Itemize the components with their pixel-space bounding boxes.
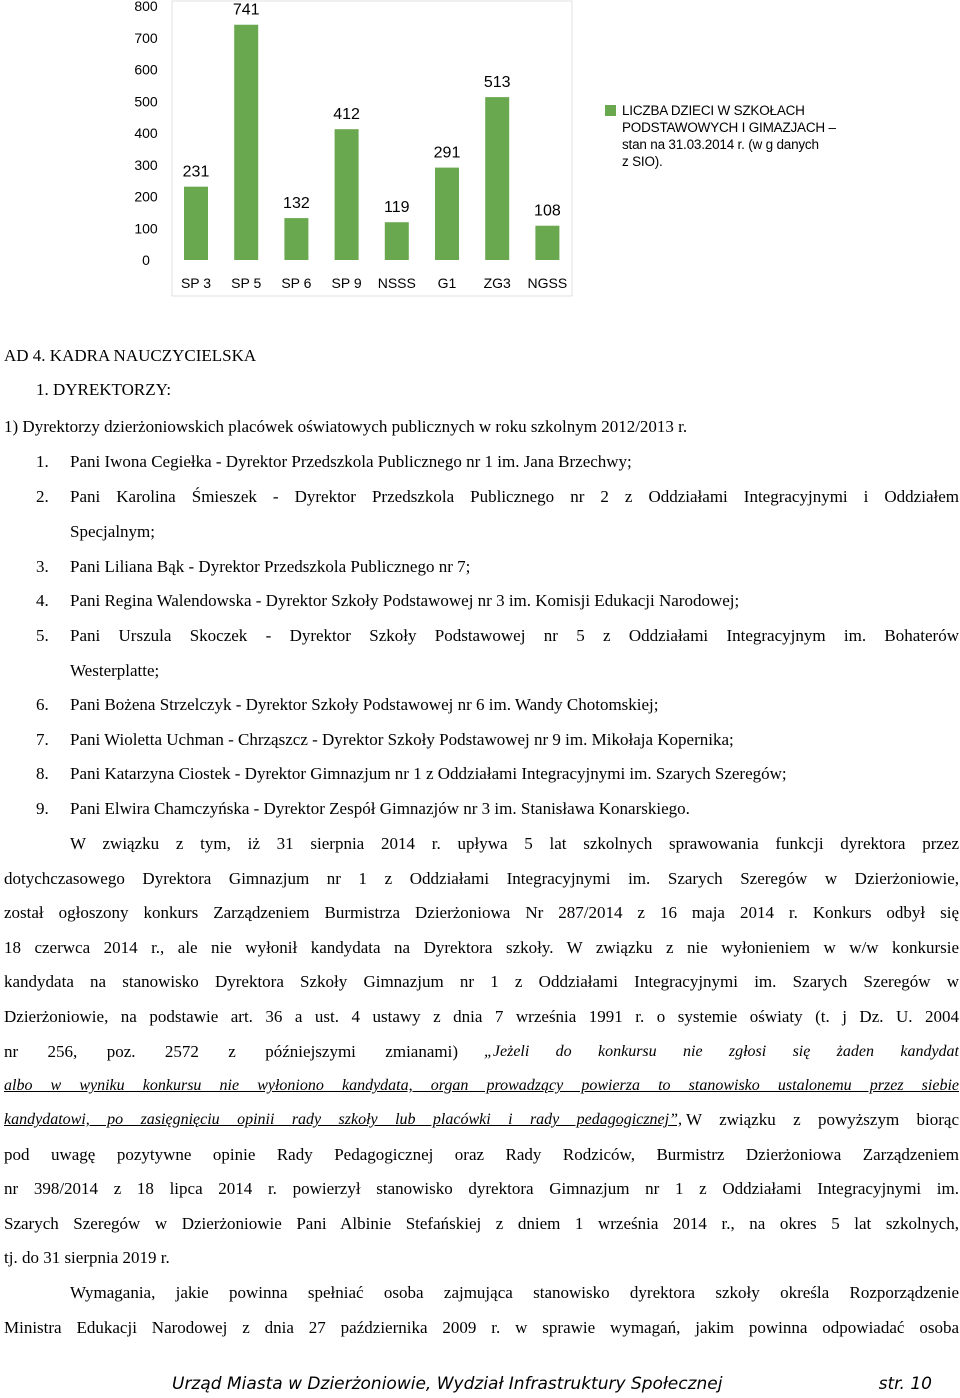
list-text: Pani Iwona Cegiełka - Dyrektor Przedszkola Publicznego nr 1 im. Jana Brzechwy; (70, 452, 632, 471)
list-number: 2. (36, 487, 49, 506)
y-tick-label: 0 (142, 252, 150, 268)
list-text: Pani Katarzyna Ciostek - Dyrektor Gimnazjum nr 1 z Oddziałami Integracyjnymi im. Szarych Szeregów; (70, 764, 787, 783)
y-tick-label: 500 (134, 93, 158, 110)
y-tick-label: 700 (134, 29, 158, 46)
data-label: 513 (483, 74, 511, 92)
data-label: 741 (232, 1, 260, 19)
paragraph-line: Dzierżoniowie, na podstawie art. 36 a ust. 4 ustawy z dnia 7 września 1991 r. o systemie oświaty (t. j Dz. U. 2004 (4, 1007, 959, 1026)
data-label: 412 (333, 106, 360, 124)
list-number: 8. (36, 764, 49, 783)
list-text: Westerplatte; (70, 661, 160, 680)
subheading-directors: 1. DYREKTORZY: (36, 380, 172, 399)
data-label: 108 (534, 202, 561, 220)
list-number: 4. (36, 591, 49, 610)
list-text: Pani Karolina Śmieszek - Dyrektor Przedszkola Publicznego nr 2 z Oddziałami Integracyjnymi i Oddziałem (70, 487, 959, 506)
list-text: Pani Urszula Skoczek - Dyrektor Szkoły Podstawowej nr 5 z Oddziałami Integracyjnym im. Bohaterów (70, 626, 959, 645)
x-tick-label: ZG3 (483, 275, 511, 291)
data-label: 119 (384, 199, 410, 217)
paragraph-line: został ogłoszony konkurs Zarządzeniem Burmistrza Dzierżoniowa Nr 287/2014 z 16 maja 2014 r. Konkurs odbył się (4, 903, 959, 922)
x-tick-label: SP 6 (281, 275, 312, 291)
list-text: Pani Liliana Bąk - Dyrektor Przedszkola Publicznego nr 7; (70, 557, 471, 576)
x-tick-label: SP 3 (180, 275, 212, 291)
list-number: 5. (36, 626, 49, 645)
bar (535, 226, 559, 260)
paragraph-line: Wymagania, jakie powinna spełniać osoba zajmująca stanowisko dyrektora szkoły określa Rozporządzenie (70, 1283, 959, 1302)
quote-text: „Jeżeli do konkursu nie zgłosi się żaden kandydat (484, 1043, 959, 1060)
page-number: str. 10 (878, 1374, 932, 1394)
data-label: 231 (182, 163, 210, 181)
page-footer (172, 1373, 932, 1395)
y-tick-label: 100 (134, 220, 158, 237)
x-tick-label: NGSS (527, 275, 568, 291)
legend-swatch (605, 105, 616, 116)
x-tick-label: NSSS (377, 275, 416, 291)
x-tick-label: SP 9 (331, 275, 362, 291)
list-text: Specjalnym; (70, 522, 155, 541)
paragraph-line: pod uwagę pozytywne opinie Rady Pedagogicznej oraz Rady Rodziców, Burmistrz Dzierżoniowa Zarządzeniem (4, 1145, 959, 1164)
plot-area (172, 1, 572, 296)
y-tick-label: 200 (134, 188, 158, 205)
paragraph-line: nr 398/2014 z 18 lipca 2014 r. powierzył stanowisko dyrektora Gimnazjum nr 1 z Oddziałami Integracyjnymi im. (4, 1179, 959, 1198)
y-tick-label: 400 (134, 125, 158, 141)
intro-line: 1) Dyrektorzy dzierżoniowskich placówek oświatowych publicznych w roku szkolnym 2012/2013 r. (4, 417, 688, 436)
footer-office: Urząd Miasta w Dzierżoniowie, Wydział Infrastruktury Społecznej (172, 1374, 723, 1394)
list-number: 7. (36, 730, 49, 749)
list-number: 6. (36, 695, 49, 714)
bar (284, 218, 308, 260)
bar-chart (0, 0, 960, 300)
list-number: 1. (36, 452, 49, 471)
bar (485, 97, 509, 260)
list-text: Pani Wioletta Uchman - Chrząszcz - Dyrektor Szkoły Podstawowej nr 9 im. Mikołaja Kopernika; (70, 730, 734, 749)
x-tick-label: G1 (437, 275, 457, 291)
paragraph-line: tj. do 31 sierpnia 2019 r. (4, 1248, 170, 1267)
paragraph-line: dotychczasowego Dyrektora Gimnazjum nr 1 z Oddziałami Integracyjnymi im. Szarych Szeregów w Dzierżoniowie, (4, 869, 959, 888)
legend-label: LICZBA DZIECI W SZKOŁACH PODSTAWOWYCH I GIMAZJACH – stan na 31.03.2014 r. (w g danych z SIO). (622, 103, 836, 169)
paragraph-line-mixed (4, 1110, 959, 1130)
list-number: 9. (36, 799, 49, 818)
paragraph-line: W związku z tym, iż 31 sierpnia 2014 r. upływa 5 lat szkolnych sprawowania funkcji dyrektora przez (70, 834, 959, 853)
paragraph-text: W związku z powyższym biorąc (686, 1110, 959, 1129)
quote-text: kandydatowi, po zasięgnięciu opinii rady szkoły lub placówki i rady pedagogicznej”, (4, 1111, 682, 1128)
paragraph-line: Szarych Szeregów w Dzierżoniowie Pani Albinie Stefańskiej z dniem 1 września 2014 r., na okres 5 lat szkolnych, (4, 1214, 959, 1233)
paragraph-text: nr 256, poz. 2572 z późniejszymi zmianami) (4, 1042, 458, 1061)
y-tick-label: 800 (134, 0, 158, 14)
data-label: 291 (433, 144, 461, 162)
y-tick-label: 300 (134, 156, 158, 173)
list-text: Pani Elwira Chamczyńska - Dyrektor Zespół Gimnazjów nr 3 im. Stanisława Konarskiego. (70, 799, 690, 818)
quote-text: albo w wyniku konkursu nie wyłoniono kandydata, organ prowadzący powierza to stanowisko ustalonemu przez siebie (4, 1077, 959, 1094)
bar (435, 168, 459, 260)
bar (234, 25, 258, 260)
paragraph-line: Ministra Edukacji Narodowej z dnia 27 października 2009 r. w sprawie wymagań, jakim powinna odpowiadać osoba (4, 1318, 959, 1337)
paragraph-line-mixed (4, 1042, 959, 1062)
list-number: 3. (36, 557, 49, 576)
bar (385, 222, 409, 260)
section-heading: AD 4. KADRA NAUCZYCIELSKA (4, 346, 257, 365)
data-label: 132 (283, 195, 310, 213)
y-tick-label: 600 (134, 61, 158, 78)
x-tick-label: SP 5 (231, 275, 262, 291)
paragraph-line: 18 czerwca 2014 r., ale nie wyłonił kandydata na Dyrektora szkoły. W związku z nie wyłonieniem w w/w konkursie (4, 938, 959, 957)
list-text: Pani Bożena Strzelczyk - Dyrektor Szkoły Podstawowej nr 6 im. Wandy Chotomskiej; (70, 695, 659, 714)
bar (184, 187, 208, 260)
list-text: Pani Regina Walendowska - Dyrektor Szkoły Podstawowej nr 3 im. Komisji Edukacji Narodowej; (70, 591, 740, 610)
bar (335, 129, 359, 260)
paragraph-line: kandydata na stanowisko Dyrektora Szkoły Gimnazjum nr 1 z Oddziałami Integracyjnymi im. Szarych Szeregów w (4, 972, 959, 991)
